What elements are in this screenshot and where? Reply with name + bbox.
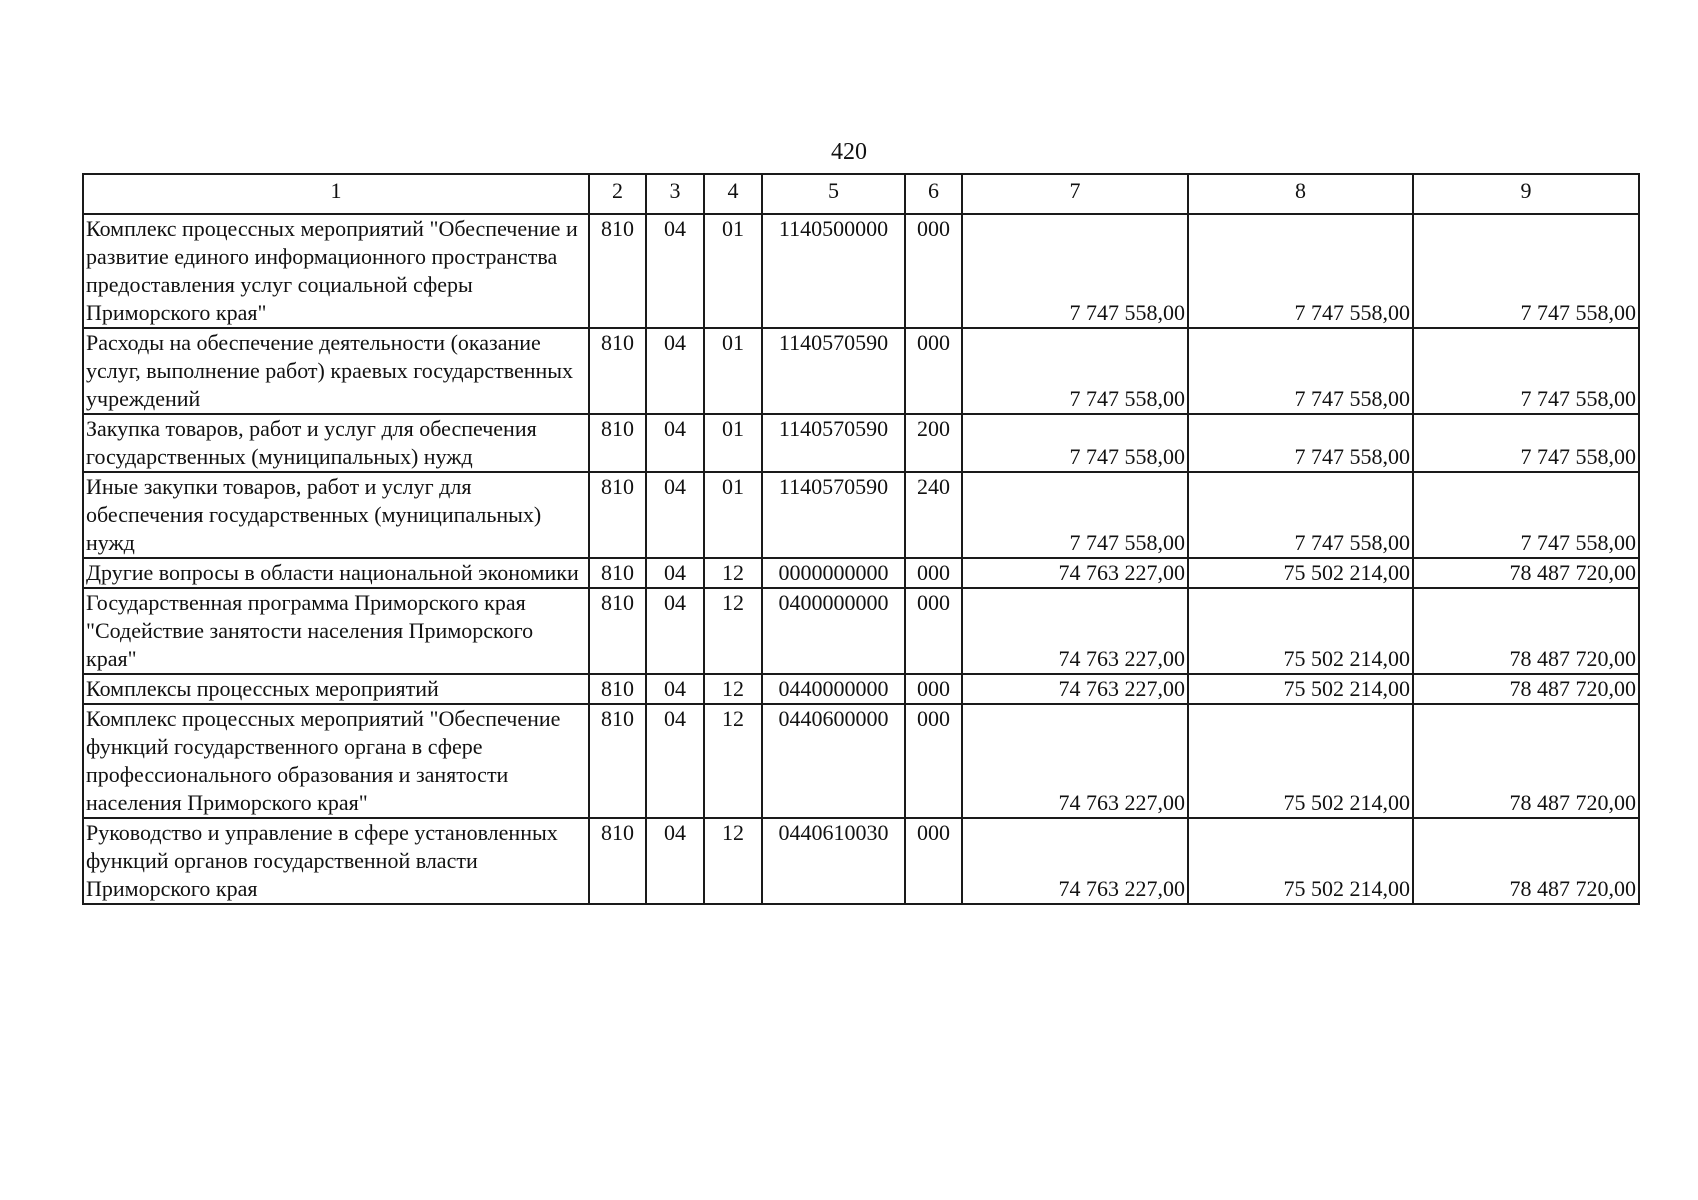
amount-cell: 75 502 214,00 [1188,704,1413,818]
table-row [83,414,1639,472]
amount-cell: 7 747 558,00 [962,328,1188,414]
code-cell: 04 [646,328,704,414]
table-header-row [83,174,1639,214]
code-cell: 1140570590 [762,414,905,472]
amount-cell: 7 747 558,00 [1413,214,1639,328]
code-cell: 810 [589,558,646,588]
amount-cell: 78 487 720,00 [1413,704,1639,818]
table-row [83,818,1639,904]
code-cell: 000 [905,674,962,704]
amount-cell: 74 763 227,00 [962,704,1188,818]
code-cell: 04 [646,704,704,818]
code-cell: 240 [905,472,962,558]
budget-table [82,173,1640,905]
code-cell: 04 [646,588,704,674]
column-header: 5 [762,174,905,214]
code-cell: 810 [589,328,646,414]
amount-cell: 74 763 227,00 [962,818,1188,904]
code-cell: 01 [704,414,762,472]
row-name-cell: Комплекс процессных мероприятий "Обеспечение и развитие единого информационного пространства предоставления услуг социальной сферы Приморского края" [83,214,589,328]
amount-cell: 78 487 720,00 [1413,674,1639,704]
column-header: 9 [1413,174,1639,214]
code-cell: 1140500000 [762,214,905,328]
table-row [83,674,1639,704]
page-number: 420 [831,139,867,165]
amount-cell: 75 502 214,00 [1188,674,1413,704]
code-cell: 04 [646,414,704,472]
table-row [83,558,1639,588]
amount-cell: 7 747 558,00 [1413,414,1639,472]
code-cell: 0000000000 [762,558,905,588]
code-cell: 810 [589,674,646,704]
amount-cell: 75 502 214,00 [1188,558,1413,588]
column-header: 7 [962,174,1188,214]
row-name-cell: Государственная программа Приморского края "Содействие занятости населения Приморского края" [83,588,589,674]
code-cell: 12 [704,704,762,818]
code-cell: 810 [589,472,646,558]
code-cell: 04 [646,214,704,328]
code-cell: 810 [589,414,646,472]
code-cell: 810 [589,818,646,904]
code-cell: 04 [646,674,704,704]
code-cell: 12 [704,558,762,588]
code-cell: 000 [905,328,962,414]
row-name-cell: Другие вопросы в области национальной экономики [83,558,589,588]
code-cell: 000 [905,588,962,674]
amount-cell: 78 487 720,00 [1413,588,1639,674]
row-name-cell: Иные закупки товаров, работ и услуг для обеспечения государственных (муниципальных) нужд [83,472,589,558]
code-cell: 0440600000 [762,704,905,818]
code-cell: 000 [905,818,962,904]
code-cell: 01 [704,472,762,558]
row-name-cell: Закупка товаров, работ и услуг для обеспечения государственных (муниципальных) нужд [83,414,589,472]
code-cell: 000 [905,704,962,818]
code-cell: 01 [704,328,762,414]
column-header: 2 [589,174,646,214]
table-row [83,472,1639,558]
amount-cell: 7 747 558,00 [1188,214,1413,328]
code-cell: 200 [905,414,962,472]
amount-cell: 74 763 227,00 [962,588,1188,674]
amount-cell: 78 487 720,00 [1413,558,1639,588]
table-row [83,328,1639,414]
amount-cell: 7 747 558,00 [962,414,1188,472]
code-cell: 04 [646,818,704,904]
row-name-cell: Руководство и управление в сфере установленных функций органов государственной власти Приморского края [83,818,589,904]
code-cell: 810 [589,214,646,328]
amount-cell: 7 747 558,00 [1188,472,1413,558]
code-cell: 01 [704,214,762,328]
code-cell: 12 [704,818,762,904]
code-cell: 04 [646,558,704,588]
code-cell: 12 [704,588,762,674]
code-cell: 810 [589,588,646,674]
code-cell: 0440000000 [762,674,905,704]
column-header: 1 [83,174,589,214]
column-header: 4 [704,174,762,214]
amount-cell: 78 487 720,00 [1413,818,1639,904]
amount-cell: 75 502 214,00 [1188,818,1413,904]
amount-cell: 7 747 558,00 [1413,328,1639,414]
code-cell: 810 [589,704,646,818]
code-cell: 0400000000 [762,588,905,674]
amount-cell: 75 502 214,00 [1188,588,1413,674]
code-cell: 12 [704,674,762,704]
amount-cell: 7 747 558,00 [1413,472,1639,558]
row-name-cell: Комплексы процессных мероприятий [83,674,589,704]
code-cell: 04 [646,472,704,558]
code-cell: 0440610030 [762,818,905,904]
table-row [83,588,1639,674]
code-cell: 1140570590 [762,328,905,414]
code-cell: 1140570590 [762,472,905,558]
row-name-cell: Расходы на обеспечение деятельности (оказание услуг, выполнение работ) краевых государственных учреждений [83,328,589,414]
amount-cell: 74 763 227,00 [962,674,1188,704]
code-cell: 000 [905,558,962,588]
row-name-cell: Комплекс процессных мероприятий "Обеспечение функций государственного органа в сфере профессионального образования и занятости населения Приморского края" [83,704,589,818]
column-header: 6 [905,174,962,214]
amount-cell: 74 763 227,00 [962,558,1188,588]
column-header: 3 [646,174,704,214]
code-cell: 000 [905,214,962,328]
amount-cell: 7 747 558,00 [962,472,1188,558]
amount-cell: 7 747 558,00 [962,214,1188,328]
table-row [83,704,1639,818]
column-header: 8 [1188,174,1413,214]
table-row [83,214,1639,328]
amount-cell: 7 747 558,00 [1188,328,1413,414]
amount-cell: 7 747 558,00 [1188,414,1413,472]
